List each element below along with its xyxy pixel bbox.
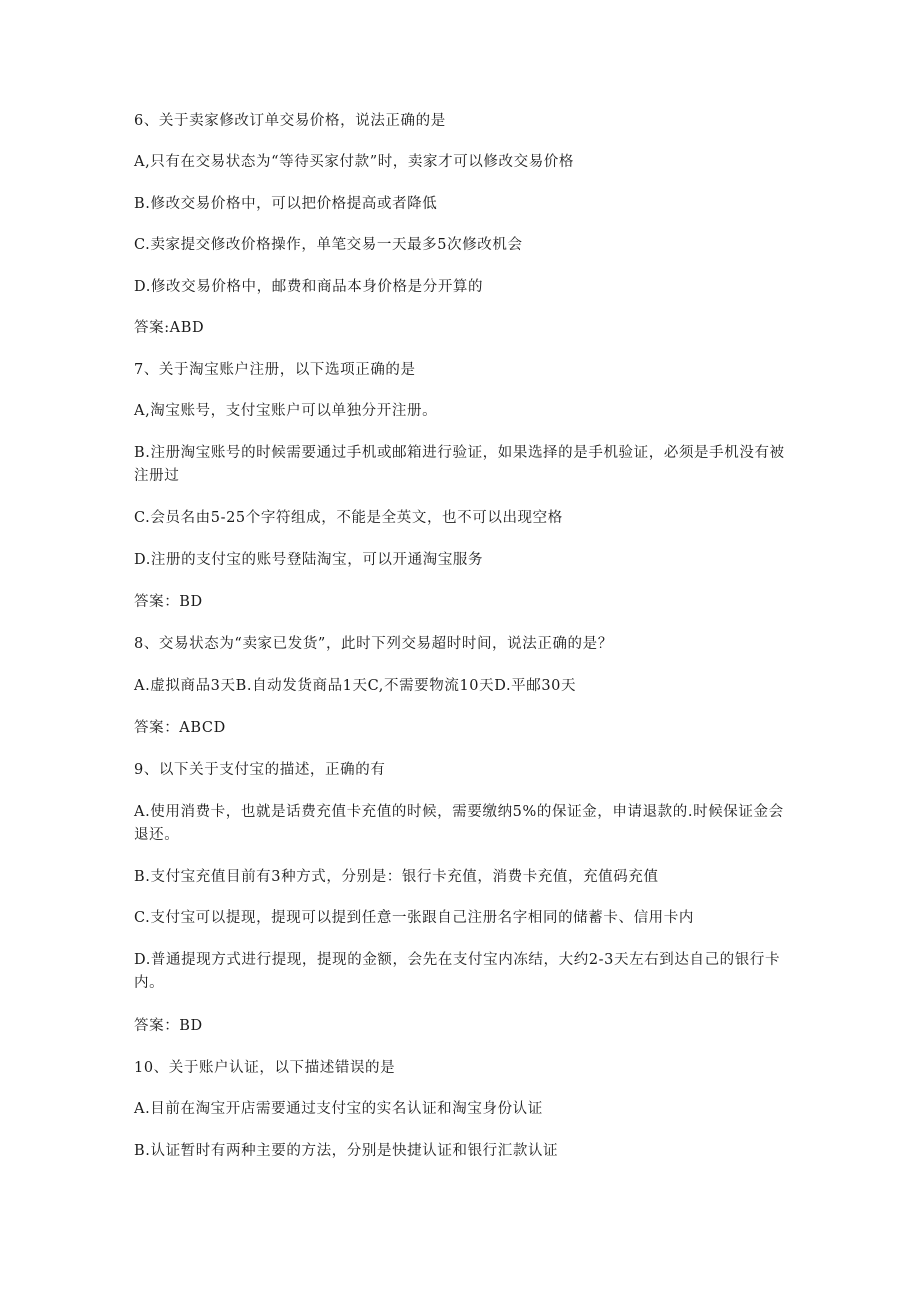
question-8-answer: 答案：ABCD — [134, 720, 226, 736]
question-9-option-d: D.普通提现方式进行提现，提现的金额，会先在支付宝内冻结，大约2-3天左右到达自己的银行卡内。 — [134, 952, 781, 991]
question-10-option-a: A.目前在淘宝开店需要通过支付宝的实名认证和淘宝身份认证 — [134, 1101, 543, 1117]
question-9-option-a: A.使用消费卡，也就是话费充值卡充值的时候，需要缴纳5%的保证金，申请退款的.时候保证金会退还。 — [134, 804, 784, 843]
question-6-title: 6、关于卖家修改订单交易价格，说法正确的是 — [134, 113, 446, 129]
question-7-option-a: A,淘宝账号，支付宝账户可以单独分开注册。 — [134, 403, 438, 419]
question-6-option-b: B.修改交易价格中，可以把价格提高或者降低 — [134, 196, 438, 212]
question-7-option-d: D.注册的支付宝的账号登陆淘宝，可以开通淘宝服务 — [134, 552, 484, 568]
question-7-option-c: C.会员名由5-25个字符组成，不能是全英文，也不可以出现空格 — [134, 510, 563, 526]
question-10-title: 10、关于账户认证，以下描述错误的是 — [134, 1060, 396, 1076]
question-9-option-b: B.支付宝充值目前有3种方式，分别是：银行卡充值，消费卡充值，充值码充值 — [134, 869, 659, 885]
question-6-answer: 答案:ABD — [134, 320, 205, 336]
question-9-answer: 答案：BD — [134, 1018, 203, 1034]
question-8-options: A.虚拟商品3天B.自动发货商品1天C,不需要物流10天D.平邮30天 — [134, 678, 577, 694]
question-7-title: 7、关于淘宝账户注册，以下选项正确的是 — [134, 362, 416, 378]
question-6-option-a: A,只有在交易状态为“等待买家付款”时，卖家才可以修改交易价格 — [134, 154, 575, 170]
question-7-option-b: B.注册淘宝账号的时候需要通过手机或邮箱进行验证，如果选择的是手机验证，必须是手机没有被注册过 — [134, 445, 785, 484]
question-9-title: 9、以下关于支付宝的描述，正确的有 — [134, 762, 386, 778]
question-10-option-b: B.认证暂时有两种主要的方法，分别是快捷认证和银行汇款认证 — [134, 1143, 559, 1159]
question-6-option-c: C.卖家提交修改价格操作，单笔交易一天最多5次修改机会 — [134, 237, 523, 253]
question-9-option-c: C.支付宝可以提现，提现可以提到任意一张跟自己注册名字相同的储蓄卡、信用卡内 — [134, 910, 694, 926]
question-6-option-d: D.修改交易价格中，邮费和商品本身价格是分开算的 — [134, 279, 484, 295]
question-8-title: 8、交易状态为“卖家已发货”，此时下列交易超时时间，说法正确的是？ — [134, 636, 613, 652]
question-7-answer: 答案：BD — [134, 594, 203, 610]
